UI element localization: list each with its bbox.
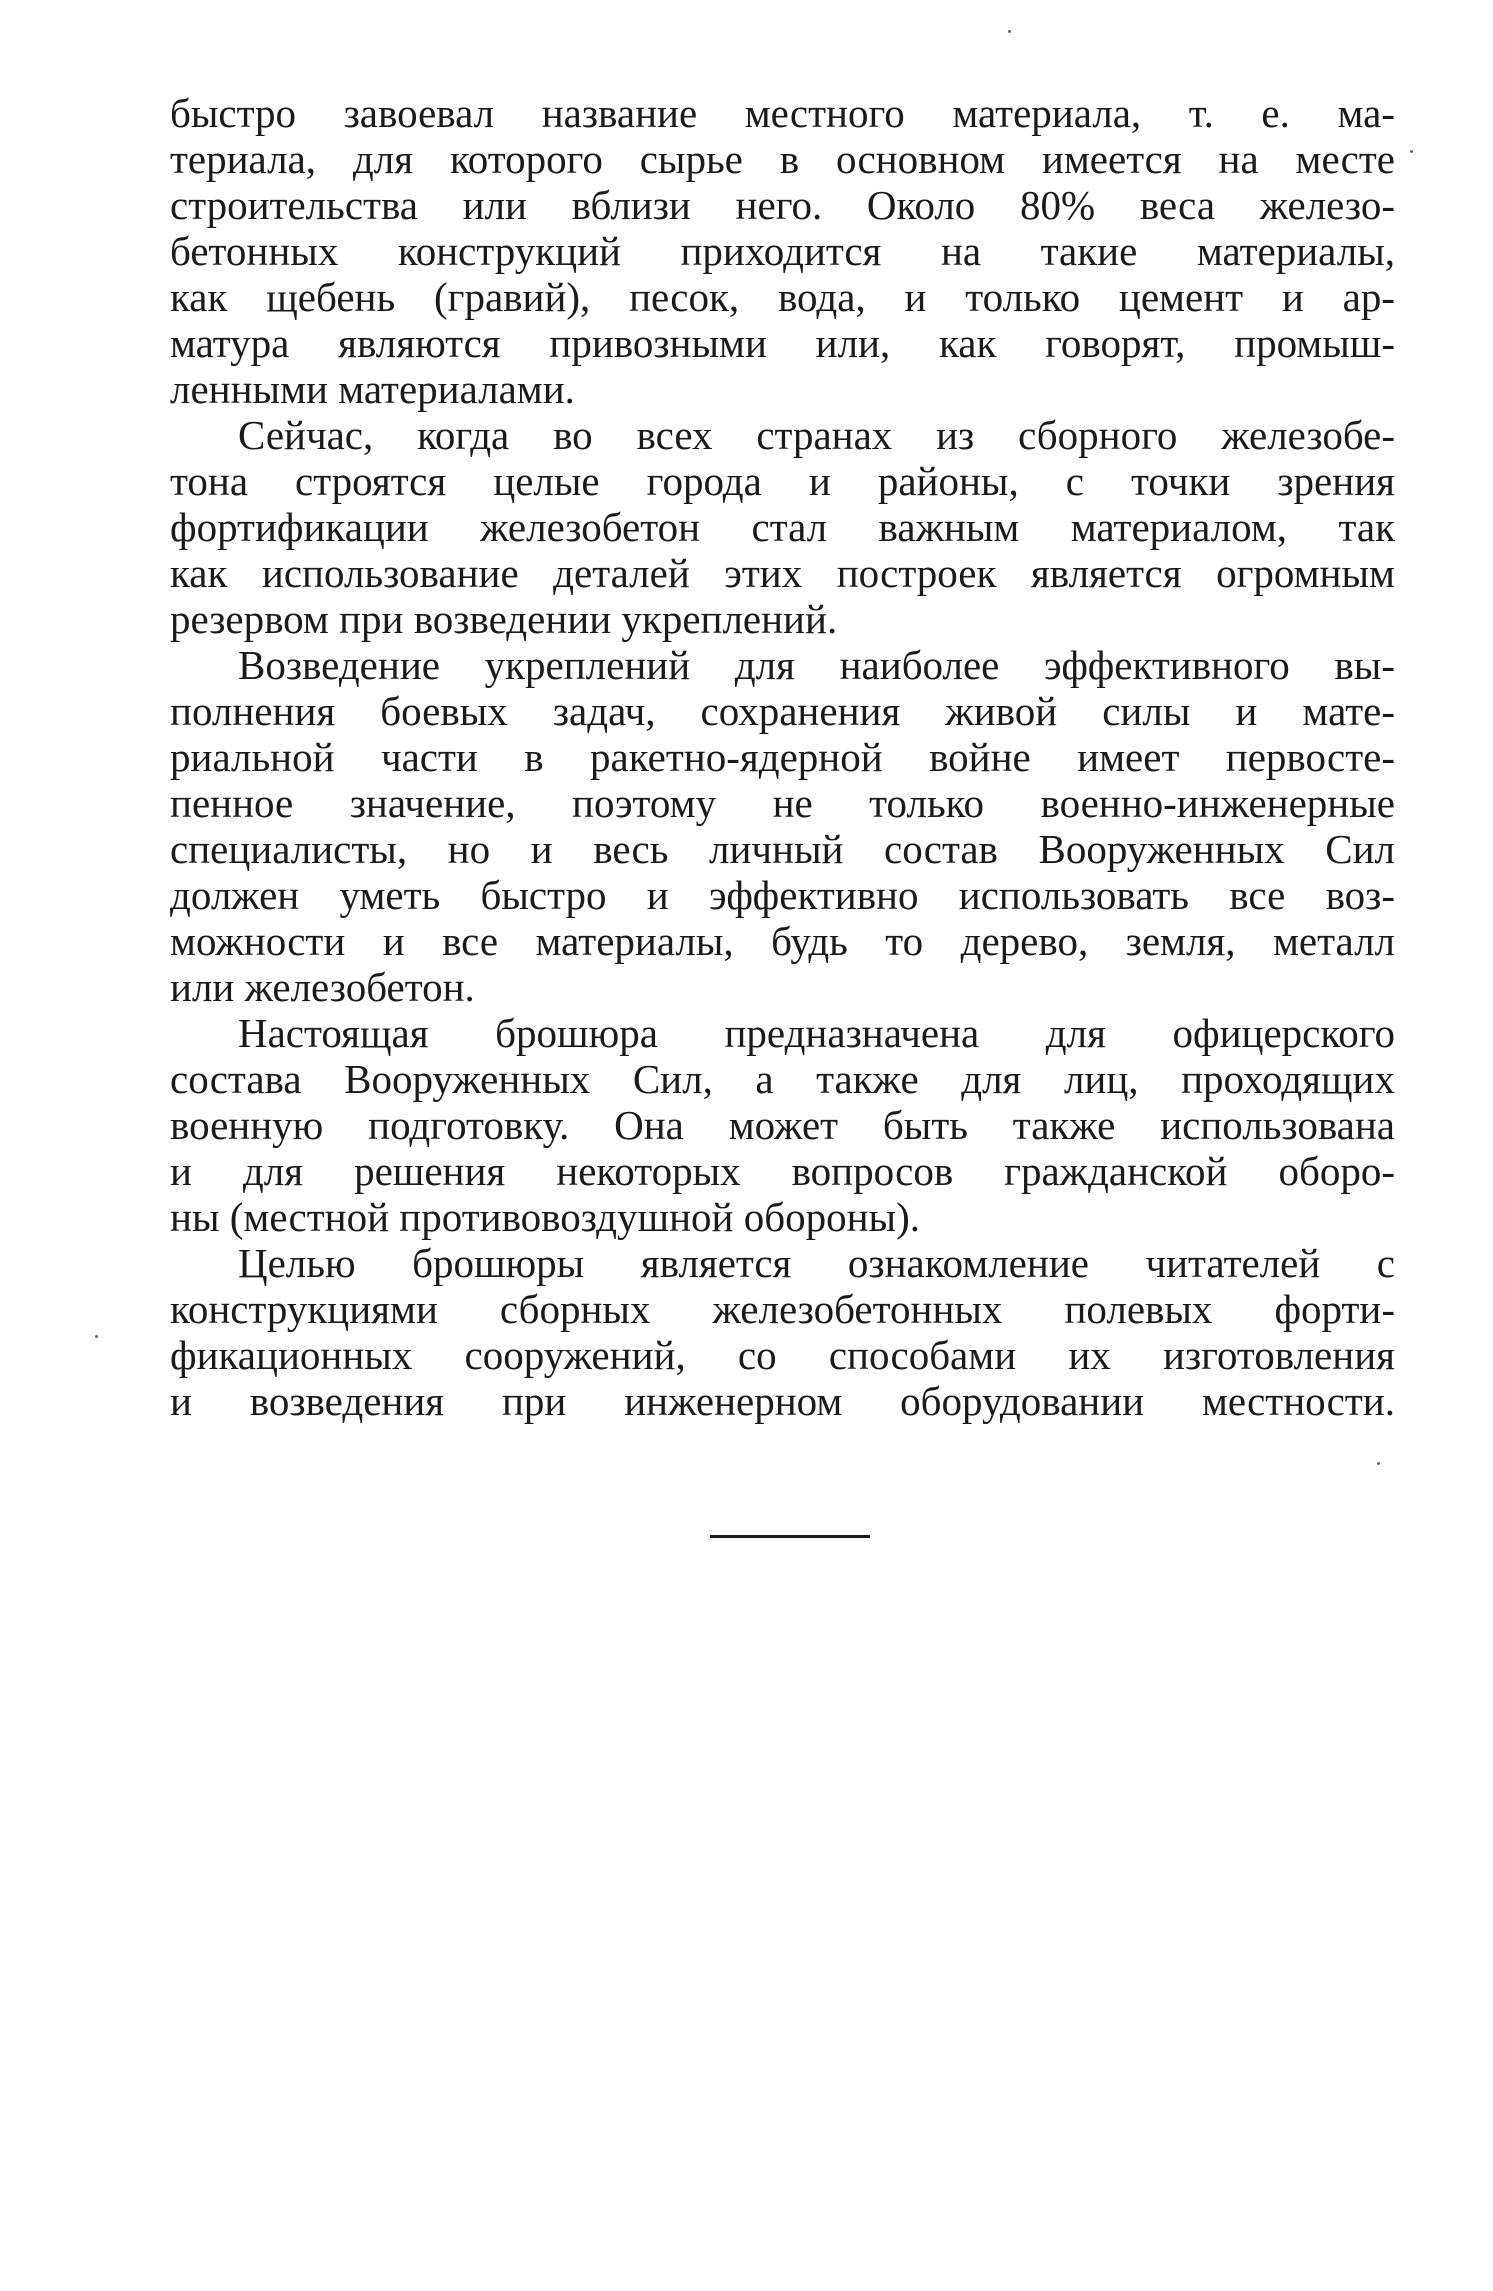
text-line: пенное значение, поэтому не только военно-инженерные [170,780,1395,826]
text-line: или железобетон. [170,964,475,1010]
text-line: можности и все материалы, будь то дерево, земля, металл [170,918,1395,964]
scan-speck [1377,1462,1380,1465]
text-line: фикационных сооружений, со способами их изготовления [170,1332,1395,1378]
section-end-rule [710,1535,870,1538]
paragraph-4 [170,1010,1395,1240]
body-text [170,90,1395,1424]
text-line: должен уметь быстро и эффективно использовать все воз- [170,872,1395,918]
text-line: и для решения некоторых вопросов гражданской оборо- [170,1148,1395,1194]
text-line: Целью брошюры является ознакомление читателей с [238,1240,1395,1286]
text-line: фортификации железобетон стал важным материалом, так [170,504,1395,550]
paragraph-5 [170,1240,1395,1424]
text-line: полнения боевых задач, сохранения живой силы и мате- [170,688,1395,734]
text-line: матура являются привозными или, как говорят, промыш- [170,320,1395,366]
text-line: ны (местной противовоздушной обороны). [170,1194,920,1240]
text-line: строительства или вблизи него. Около 80% веса железо- [170,182,1395,228]
scan-speck [1410,150,1413,153]
text-line: специалисты, но и весь личный состав Вооруженных Сил [170,826,1395,872]
text-line: териала, для которого сырье в основном имеется на месте [170,136,1395,182]
scan-speck [1008,30,1011,33]
text-line: Возведение укреплений для наиболее эффективного вы- [238,642,1395,688]
text-line: состава Вооруженных Сил, а также для лиц, проходящих [170,1056,1395,1102]
text-line: как щебень (гравий), песок, вода, и только цемент и ар- [170,274,1395,320]
text-line: риальной части в ракетно-ядерной войне имеет первосте- [170,734,1395,780]
text-line: военную подготовку. Она может быть также использована [170,1102,1395,1148]
paragraph-2 [170,412,1395,642]
text-line: ленными материалами. [170,366,575,412]
text-line: тона строятся целые города и районы, с точки зрения [170,458,1395,504]
paragraph-3 [170,642,1395,1010]
text-line: быстро завоевал название местного материала, т. е. ма- [170,90,1395,136]
text-line: и возведения при инженерном оборудовании местности. [170,1378,1395,1424]
text-line: бетонных конструкций приходится на такие материалы, [170,228,1395,274]
text-line: резервом при возведении укреплений. [170,596,838,642]
text-line: Настоящая брошюра предназначена для офицерского [238,1010,1395,1056]
text-line: Сейчас, когда во всех странах из сборного железобе- [238,412,1395,458]
text-line: конструкциями сборных железобетонных полевых форти- [170,1286,1395,1332]
paragraph-1 [170,90,1395,412]
scan-speck [95,1335,98,1338]
text-line: как использование деталей этих построек является огромным [170,550,1395,596]
